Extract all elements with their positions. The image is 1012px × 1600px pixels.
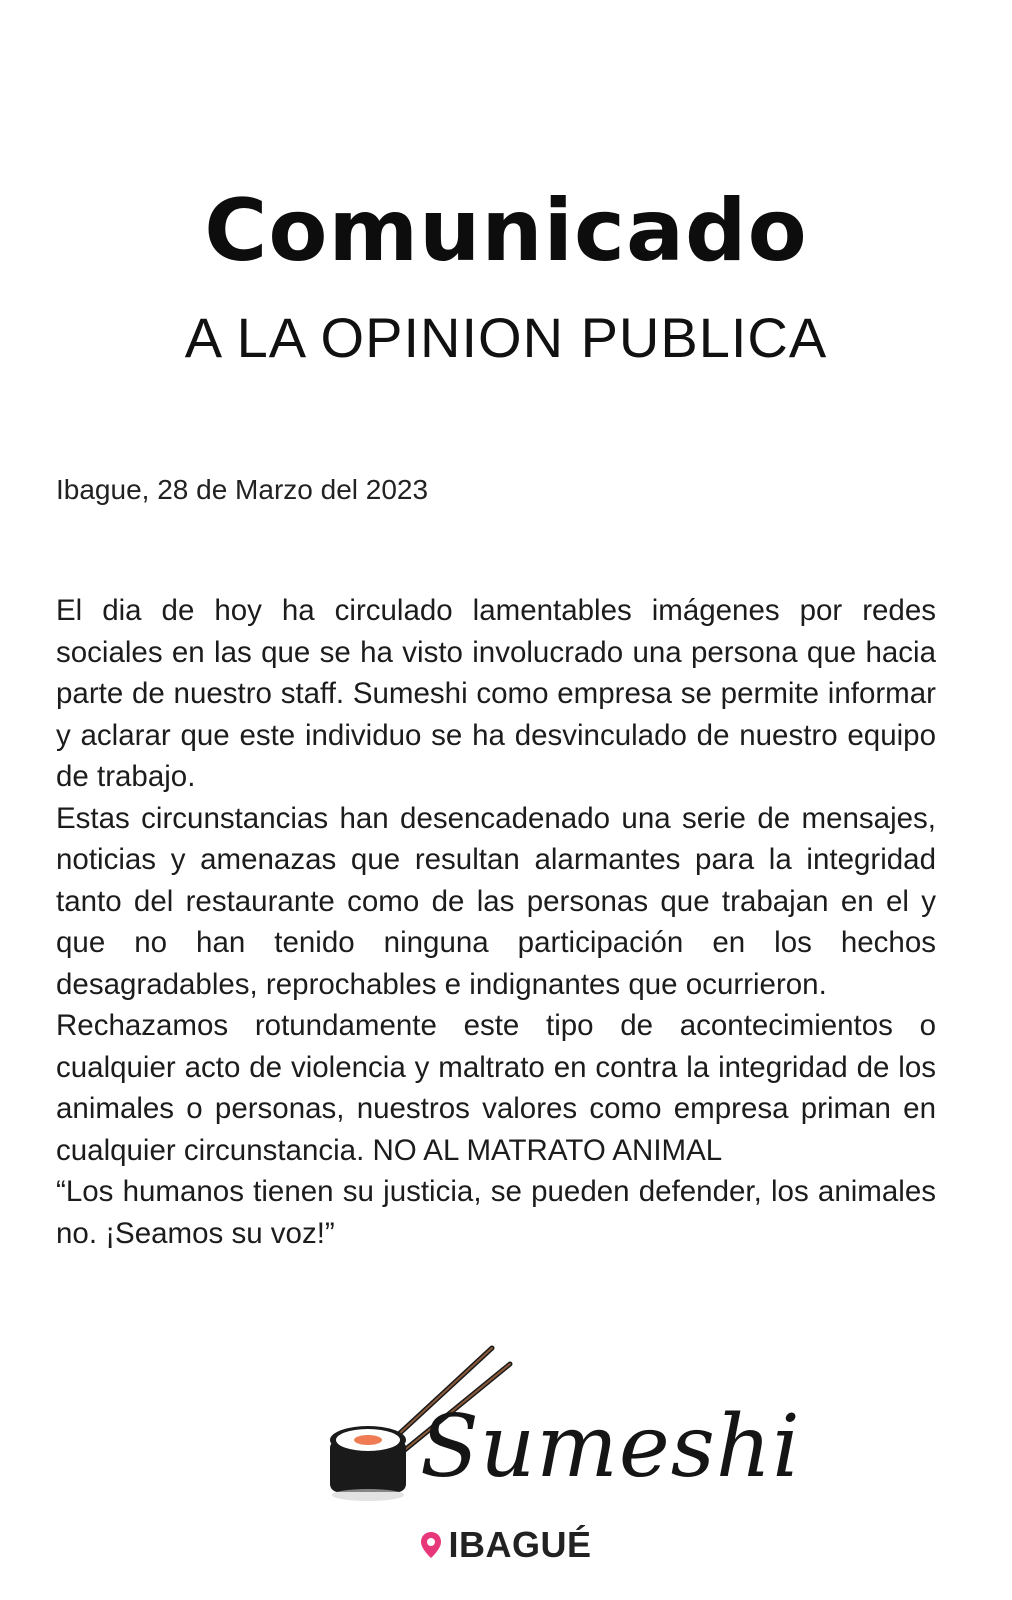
body-paragraph-3: Rechazamos rotundamente este tipo de acontecimientos o cualquier acto de violencia y maltrato en contra la integridad de los animales o personas, nuestros valores como empresa priman en cualquier circunstancia. NO AL MATRATO ANIMAL — [56, 1009, 936, 1167]
sushi-roll-icon — [330, 1426, 406, 1501]
sumeshi-logo — [320, 1340, 801, 1520]
body-paragraph-4: “Los humanos tienen su justicia, se pueden defender, los animales no. ¡Seamos su voz!” — [56, 1175, 936, 1250]
page-subtitle: A LA OPINION PUBLICA — [184, 306, 828, 369]
document-body — [56, 590, 936, 1254]
page-title: Comunicado — [204, 181, 808, 281]
document-date: Ibague, 28 de Marzo del 2023 — [56, 474, 429, 505]
location-label — [0, 1524, 1012, 1568]
brand-name: Sumeshi — [420, 1397, 801, 1497]
body-paragraph-2: Estas circunstancias han desencadenado una serie de mensajes, noticias y amenazas que resultan alarmantes para la integridad tanto del restaurante como de las personas que trabajan en el y que no han tenido ninguna participación en los hechos desagradables, reprochables e indignantes que ocurrieron. — [56, 801, 936, 1001]
location-pin-icon — [420, 1526, 442, 1568]
body-paragraph-1: El dia de hoy ha circulado lamentables imágenes por redes sociales en las que se ha visto involucrado una persona que hacia parte de nuestro staff. Sumeshi como empresa se permite informar y aclarar que este individuo se ha desvinculado de nuestro equipo de trabajo. — [56, 594, 936, 793]
location-text: IBAGUÉ — [448, 1524, 592, 1565]
